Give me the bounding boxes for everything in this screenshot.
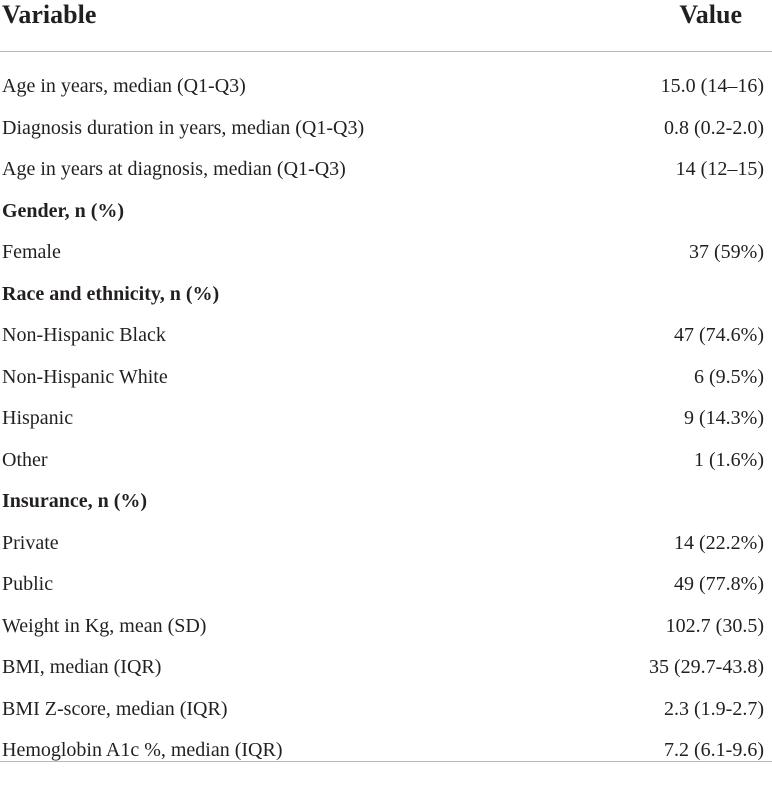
section-label: Race and ethnicity, n (%): [2, 282, 220, 305]
section-row: [0, 274, 772, 316]
row-value: 15.0 (14–16): [660, 75, 764, 97]
row-label: Other: [2, 448, 48, 471]
table-row: [0, 66, 772, 108]
row-value: 2.3 (1.9-2.7): [664, 697, 764, 720]
section-row: [0, 481, 772, 523]
row-value: 14 (22.2%): [674, 531, 764, 554]
row-value: 102.7 (30.5): [665, 614, 764, 637]
table-row: [0, 232, 772, 274]
table-bottom-divider: [0, 761, 772, 762]
table-row: [0, 357, 772, 399]
header-divider: [0, 51, 772, 52]
table-row: [0, 108, 772, 150]
row-value: 37 (59%): [689, 241, 764, 263]
row-value: 7.2 (6.1-9.6): [664, 739, 764, 761]
table-row: [0, 315, 772, 357]
row-label: Private: [2, 531, 59, 554]
row-label: Hemoglobin A1c %, median (IQR): [2, 739, 283, 761]
header-value: Value: [679, 0, 742, 29]
table-header: [0, 0, 772, 50]
table-body: [0, 66, 772, 772]
row-value: 1 (1.6%): [694, 448, 764, 471]
row-value: 9 (14.3%): [684, 407, 764, 429]
row-label: Weight in Kg, mean (SD): [2, 614, 207, 637]
table-row: [0, 523, 772, 565]
table-row: [0, 647, 772, 689]
table-row: [0, 689, 772, 731]
row-value: 0.8 (0.2-2.0): [664, 116, 764, 139]
table-row: [0, 440, 772, 482]
table-row: [0, 398, 772, 440]
table-row: [0, 606, 772, 648]
table-row: [0, 730, 772, 772]
row-value: 14 (12–15): [675, 158, 764, 180]
row-label: Age in years, median (Q1-Q3): [2, 75, 246, 97]
row-value: 6 (9.5%): [694, 365, 764, 388]
row-label: Non-Hispanic Black: [2, 324, 166, 346]
row-label: Non-Hispanic White: [2, 365, 168, 388]
row-label: BMI Z-score, median (IQR): [2, 697, 228, 720]
table-row: [0, 149, 772, 191]
section-row: [0, 191, 772, 233]
section-label: Gender, n (%): [2, 199, 125, 222]
row-label: Public: [2, 573, 54, 595]
row-label: Age in years at diagnosis, median (Q1-Q3): [2, 158, 346, 180]
row-label: Female: [2, 241, 61, 263]
row-value: 47 (74.6%): [674, 324, 764, 346]
row-label: Diagnosis duration in years, median (Q1-Q3): [2, 116, 365, 139]
row-label: Hispanic: [2, 407, 74, 429]
header-variable: Variable: [2, 0, 97, 29]
table-row: [0, 564, 772, 606]
row-label: BMI, median (IQR): [2, 656, 162, 678]
row-value: 49 (77.8%): [674, 573, 764, 595]
section-label: Insurance, n (%): [2, 490, 148, 512]
row-value: 35 (29.7-43.8): [649, 656, 764, 678]
